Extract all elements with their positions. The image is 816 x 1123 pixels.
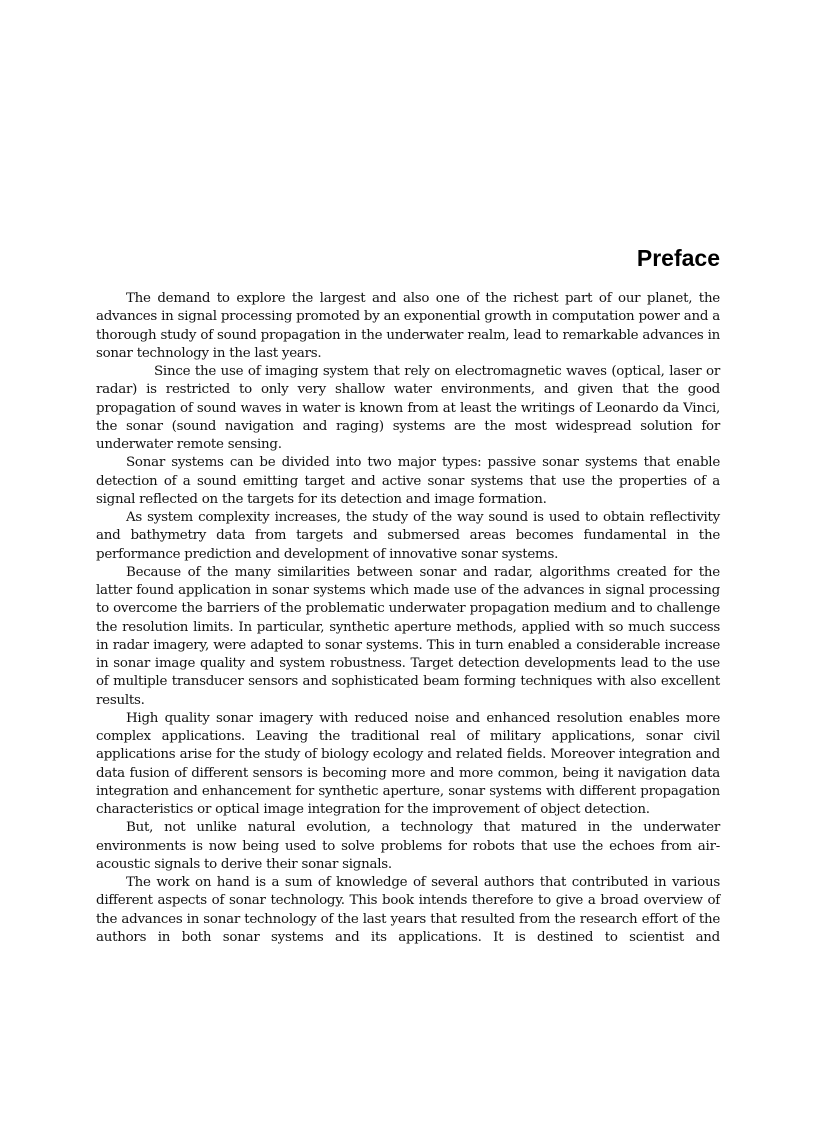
paragraph-6: High quality sonar imagery with reduced noise and enhanced resolution enables more complex applications. Leaving the traditional real of military applications, sonar civil applications arise for the study of biology ecology and related fields. Moreover integration and data fusion of different sensors is becoming more and more common, being it navigation data integration and enhancement for synthetic aperture, sonar systems with different propagation characteristics or optical image integration for the improvement of object detection. [96, 710, 720, 817]
paragraph-1: The demand to explore the largest and also one of the richest part of our planet, the advances in signal processing promoted by an exponential growth in computation power and a thorough study of sound propagation in the underwater realm, lead to remarkable advances in sonar technology in the last years. [96, 291, 720, 361]
paragraph-5: Because of the many similarities between sonar and radar, algorithms created for the latter found application in sonar systems which made use of the advances in signal processing to overcome the barriers of the problematic underwater propagation medium and to challenge the resolution limits. In particular, synthetic aperture methods, applied with so much success in radar imagery, were adapted to sonar systems. This in turn enabled a considerable increase in sonar image quality and system robustness. Target detection developments lead to the use of multiple transducer sensors and sophisticated beam forming techniques with also excellent results. [96, 564, 720, 708]
paragraph-2: Since the use of imaging system that rely on electromagnetic waves (optical, laser or radar) is restricted to only very shallow water environments, and given that the good propagation of sound waves in water is known from at least the writings of Leonardo da Vinci, the sonar (sound navigation and raging) systems are the most widespread solution for underwater remote sensing. [96, 364, 720, 452]
paragraph-8: The work on hand is a sum of knowledge of several authors that contributed in various different aspects of sonar technology. This book intends therefore to give a broad overview of the advances in sonar technology of the last years that resulted from the research effort of the authors in both sonar systems and its applications. It is destined to scientist and [96, 875, 720, 945]
paragraph-3: Sonar systems can be divided into two major types: passive sonar systems that enable detection of a sound emitting target and active sonar systems that use the properties of a signal reflected on the targets for its detection and image formation. [96, 455, 720, 507]
page-title: Preface [636, 245, 720, 271]
paragraph-4: As system complexity increases, the study of the way sound is used to obtain reflectivity and bathymetry data from targets and submersed areas becomes fundamental in the performance prediction and development of innovative sonar systems. [96, 510, 720, 562]
preface-body [96, 290, 720, 947]
paragraph-7: But, not unlike natural evolution, a technology that matured in the underwater environments is now being used to solve problems for robots that use the echoes from air-acoustic signals to derive their sonar signals. [96, 820, 720, 872]
